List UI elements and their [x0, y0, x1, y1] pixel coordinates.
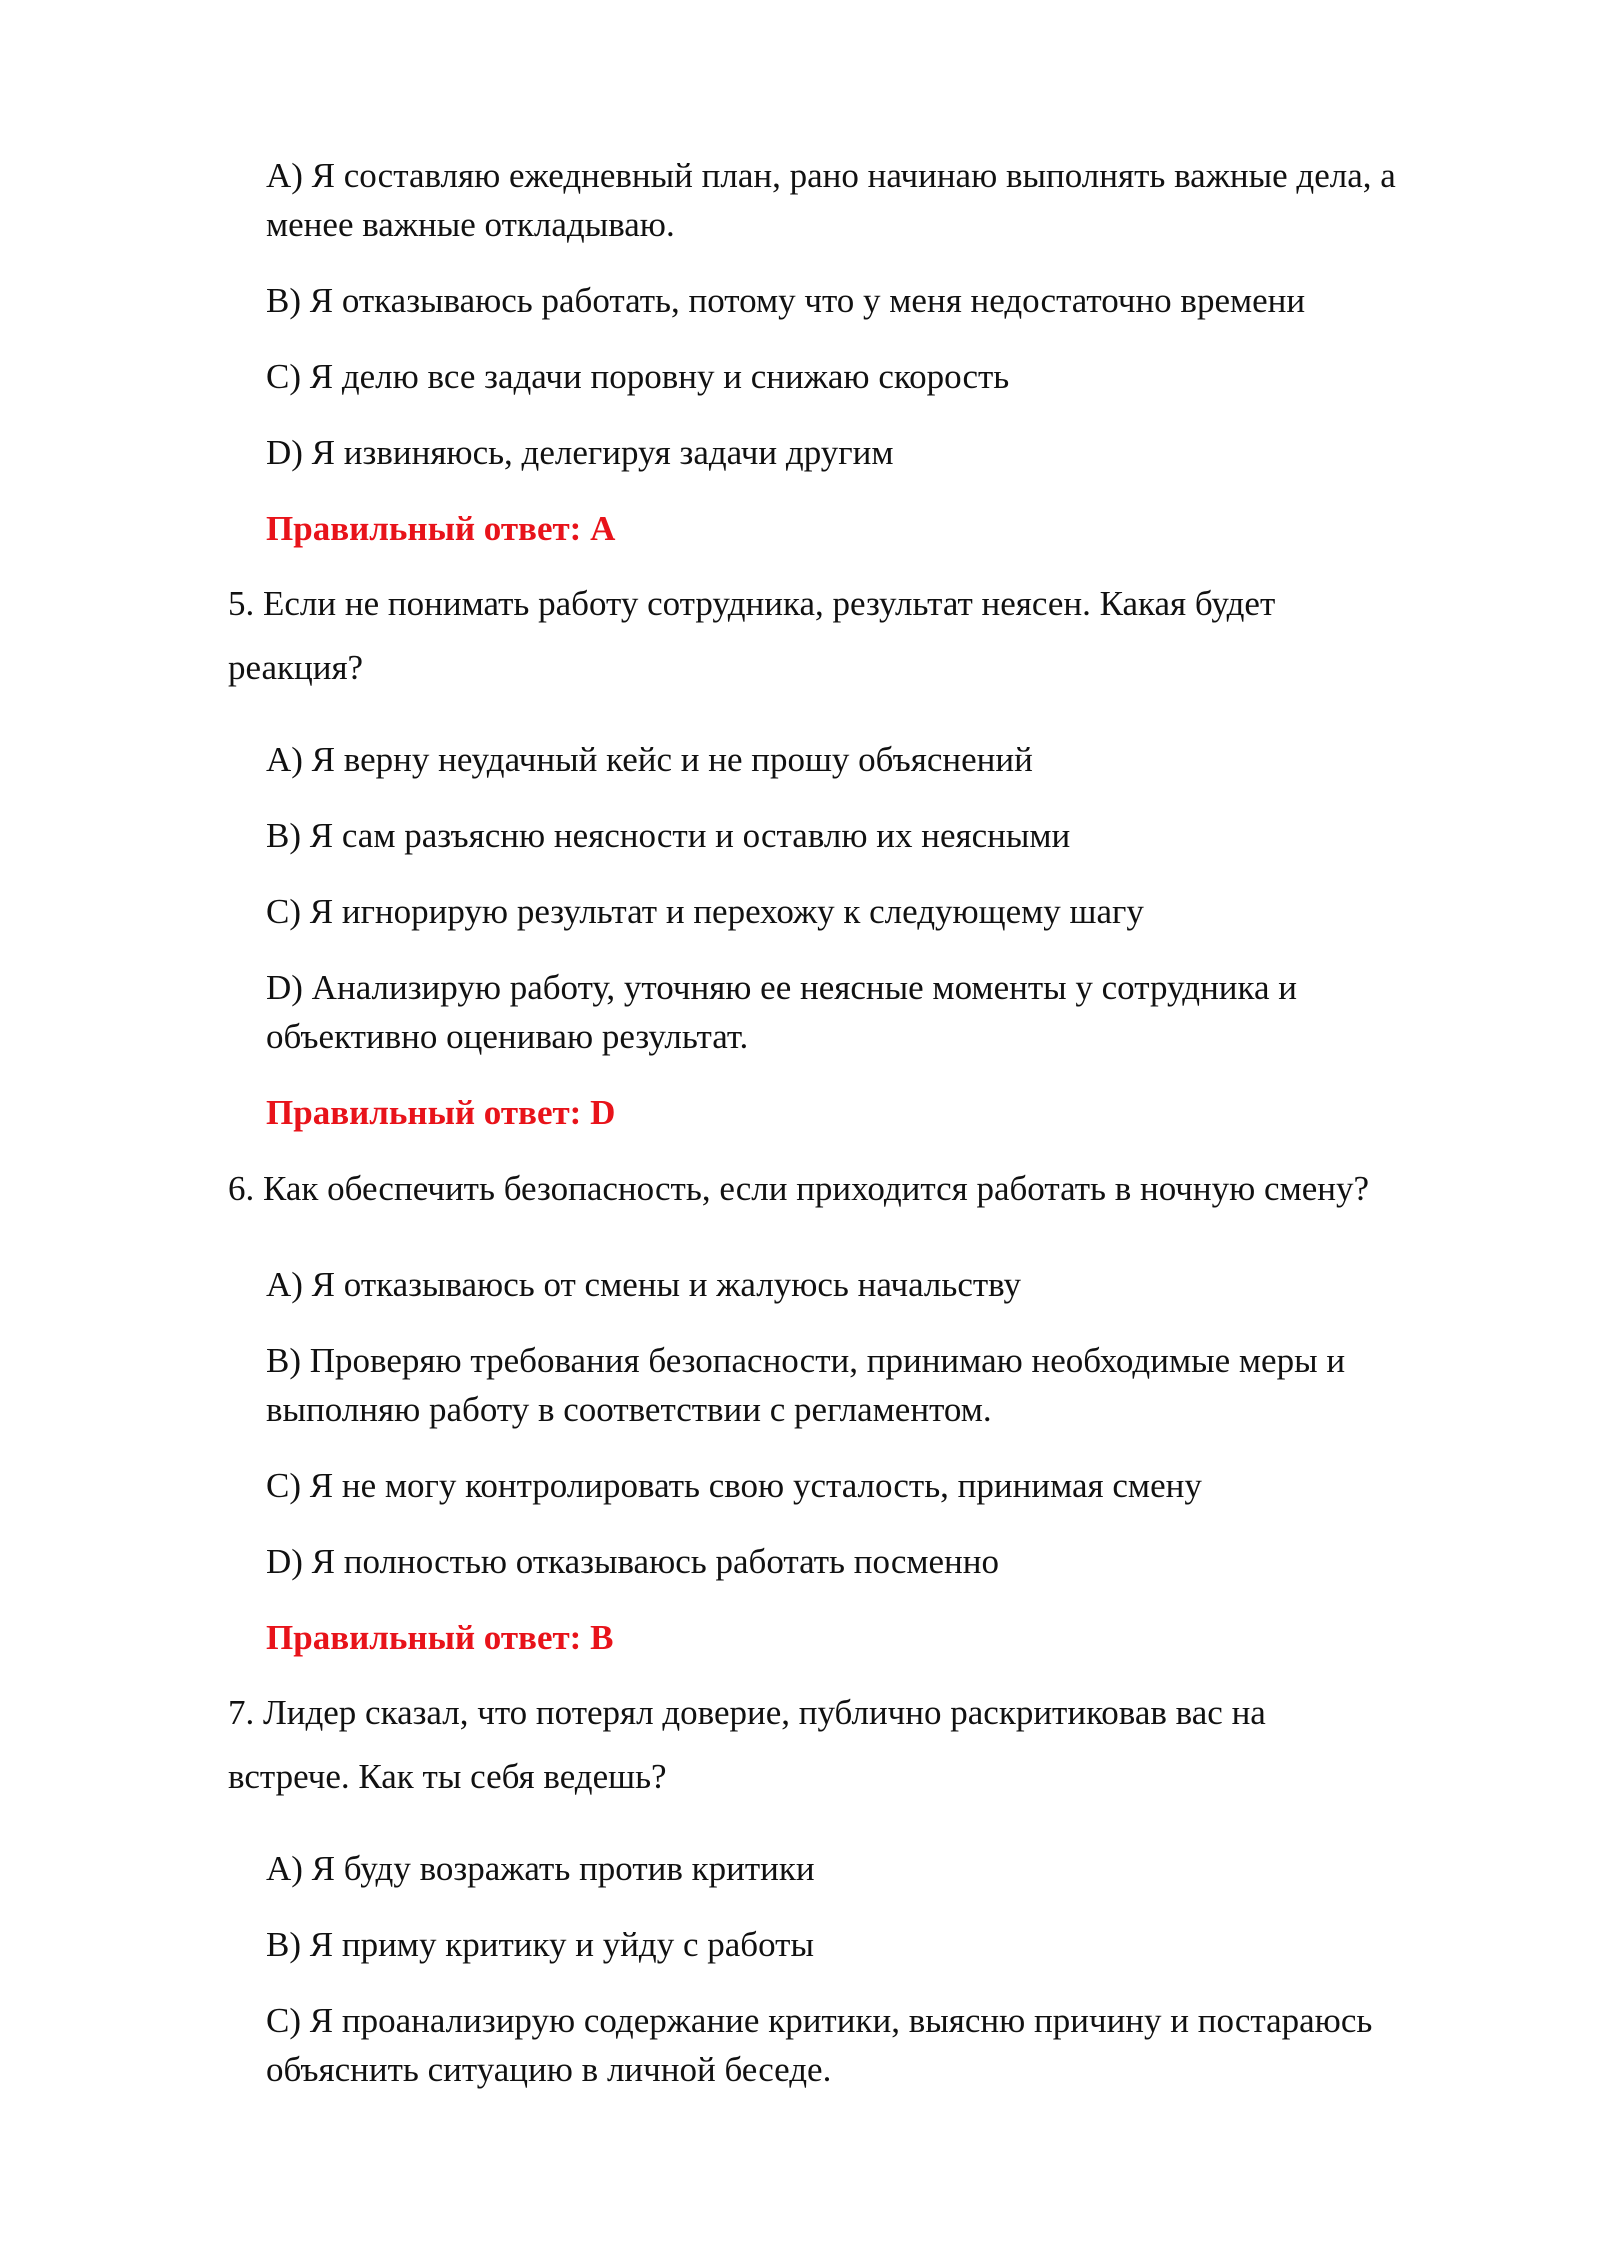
q4-option-d: D) Я извиняюсь, делегируя задачи другим	[266, 433, 894, 472]
q6-option-c: C) Я не могу контролировать свою усталость, принимая смену	[266, 1466, 1202, 1505]
q5-option-d	[266, 963, 1297, 1061]
q5-option-d-line-2: объективно оцениваю результат.	[266, 1017, 749, 1056]
q6-correct-answer: Правильный ответ: B	[266, 1618, 614, 1657]
q6-question: 6. Как обеспечить безопасность, если приходится работать в ночную смену?	[228, 1169, 1370, 1208]
q6-option-a: A) Я отказываюсь от смены и жалуюсь начальству	[266, 1265, 1022, 1304]
q4-option-a-line-1: A) Я составляю ежедневный план, рано начинаю выполнять важные дела, а	[266, 156, 1396, 195]
q7-option-c-line-1: C) Я проанализирую содержание критики, выясню причину и постараюсь	[266, 2001, 1373, 2040]
q7-option-b: B) Я приму критику и уйду с работы	[266, 1925, 814, 1964]
q7-option-c-line-2: объяснить ситуацию в личной беседе.	[266, 2050, 832, 2089]
q4-option-a-line-2: менее важные откладываю.	[266, 205, 675, 244]
q5-question-line-1: 5. Если не понимать работу сотрудника, результат неясен. Какая будет	[228, 584, 1276, 623]
q5-option-b: B) Я сам разъясню неясности и оставлю их неясными	[266, 816, 1071, 855]
q4-option-a	[266, 151, 1396, 249]
q6-option-b	[266, 1336, 1345, 1434]
q7-option-a: A) Я буду возражать против критики	[266, 1849, 815, 1888]
q5-option-d-line-1: D) Анализирую работу, уточняю ее неясные моменты у сотрудника и	[266, 968, 1298, 1007]
q5-question-line-2: реакция?	[228, 648, 364, 687]
q4-option-c: C) Я делю все задачи поровну и снижаю скорость	[266, 357, 1010, 396]
q4-option-b: B) Я отказываюсь работать, потому что у меня недостаточно времени	[266, 281, 1306, 320]
q7-question-line-2: встрече. Как ты себя ведешь?	[228, 1757, 667, 1796]
q5-correct-answer: Правильный ответ: D	[266, 1093, 616, 1132]
q5-option-c: C) Я игнорирую результат и перехожу к следующему шагу	[266, 892, 1144, 931]
q6-option-b-line-1: B) Проверяю требования безопасности, принимаю необходимые меры и	[266, 1341, 1346, 1380]
q5-question	[228, 572, 1275, 700]
q7-question-line-1: 7. Лидер сказал, что потерял доверие, публично раскритиковав вас на	[228, 1693, 1266, 1732]
q4-correct-answer: Правильный ответ: A	[266, 509, 616, 548]
q6-option-b-line-2: выполняю работу в соответствии с регламентом.	[266, 1390, 992, 1429]
q5-option-a: A) Я верну неудачный кейс и не прошу объяснений	[266, 740, 1033, 779]
q7-option-c	[266, 1996, 1372, 2094]
q7-question	[228, 1681, 1266, 1809]
q6-option-d: D) Я полностью отказываюсь работать посменно	[266, 1542, 1000, 1581]
